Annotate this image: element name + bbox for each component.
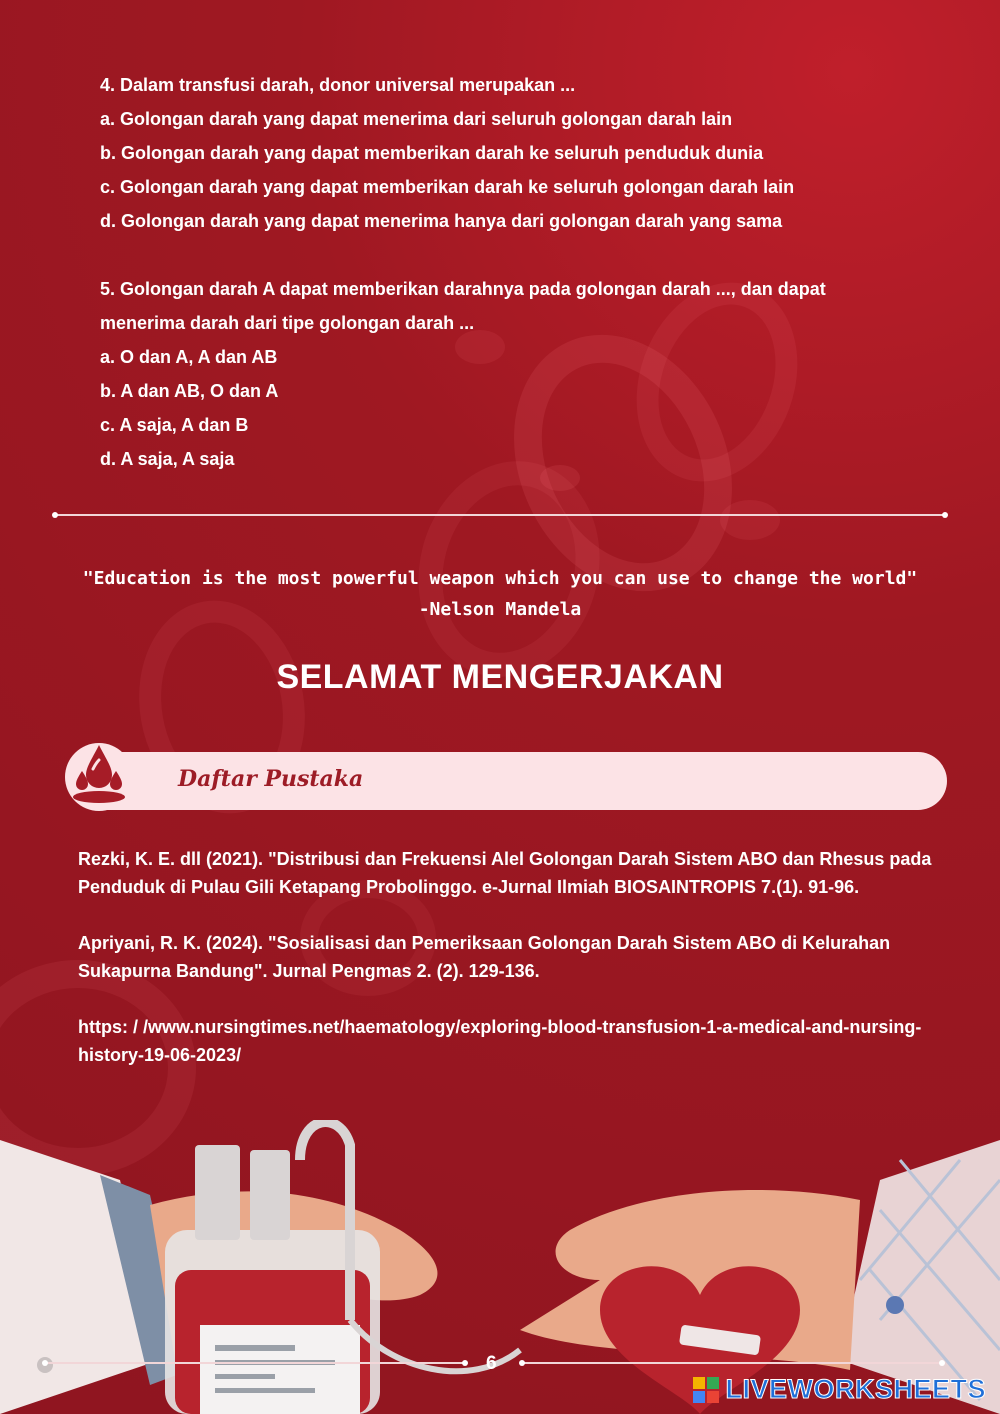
reference-item: Rezki, K. E. dll (2021). "Distribusi dan Frekuensi Alel Golongan Darah Sistem ABO dan Rhesus pada Penduduk di Pulau Gili Ketapang Probolinggo. e-Jurnal Ilmiah BIOSAINTROPIS 7.(1). 91-96. bbox=[78, 849, 932, 897]
watermark-text: LIVEWORKSHEETS bbox=[725, 1374, 986, 1404]
reference-item[interactable]: https: / /www.nursingtimes.net/haematology/exploring-blood-transfusion-1-a-medical-and-nursing-history-19-06-2023/ bbox=[78, 1017, 922, 1065]
quote-text: "Education is the most powerful weapon which you can use to change the world" bbox=[82, 568, 918, 589]
question-4-option-a[interactable]: a. Golongan darah yang dapat menerima dari seluruh golongan darah lain bbox=[100, 109, 733, 129]
section-title: Daftar Pustaka bbox=[178, 766, 364, 792]
question-4-prompt: 4. Dalam transfusi darah, donor universal merupakan ... bbox=[100, 75, 576, 95]
question-5-option-a[interactable]: a. O dan A, A dan AB bbox=[100, 347, 278, 367]
question-4-option-c[interactable]: c. Golongan darah yang dapat memberikan darah ke seluruh golongan darah lain bbox=[100, 177, 795, 197]
liveworksheets-watermark[interactable] bbox=[693, 1374, 986, 1405]
question-5 bbox=[100, 272, 900, 476]
section-banner bbox=[70, 752, 947, 810]
reference-item: Apriyani, R. K. (2024). "Sosialisasi dan Pemeriksaan Golongan Darah Sistem ABO di Kelurahan Sukapurna Bandung". Jurnal Pengmas 2. (2). 129-136. bbox=[78, 933, 891, 981]
question-5-option-b[interactable]: b. A dan AB, O dan A bbox=[100, 381, 279, 401]
page-number: 6 bbox=[486, 1353, 497, 1374]
question-4 bbox=[100, 68, 920, 238]
blood-transfusion-illustration bbox=[0, 1120, 1000, 1414]
question-5-prompt: 5. Golongan darah A dapat memberikan darahnya pada golongan darah ..., dan dapat menerima darah dari tipe golongan darah ... bbox=[100, 279, 826, 333]
reference-list bbox=[78, 845, 938, 1097]
closing-title: SELAMAT MENGERJAKAN bbox=[276, 658, 724, 696]
question-4-option-b[interactable]: b. Golongan darah yang dapat memberikan darah ke seluruh penduduk dunia bbox=[100, 143, 764, 163]
liveworksheets-logo-icon bbox=[693, 1377, 719, 1403]
question-5-option-d[interactable]: d. A saja, A saja bbox=[100, 449, 235, 469]
quote-author: -Nelson Mandela bbox=[418, 599, 582, 620]
blood-drop-icon bbox=[62, 737, 136, 811]
question-5-option-c[interactable]: c. A saja, A dan B bbox=[100, 415, 249, 435]
question-4-option-d[interactable]: d. Golongan darah yang dapat menerima hanya dari golongan darah yang sama bbox=[100, 211, 783, 231]
